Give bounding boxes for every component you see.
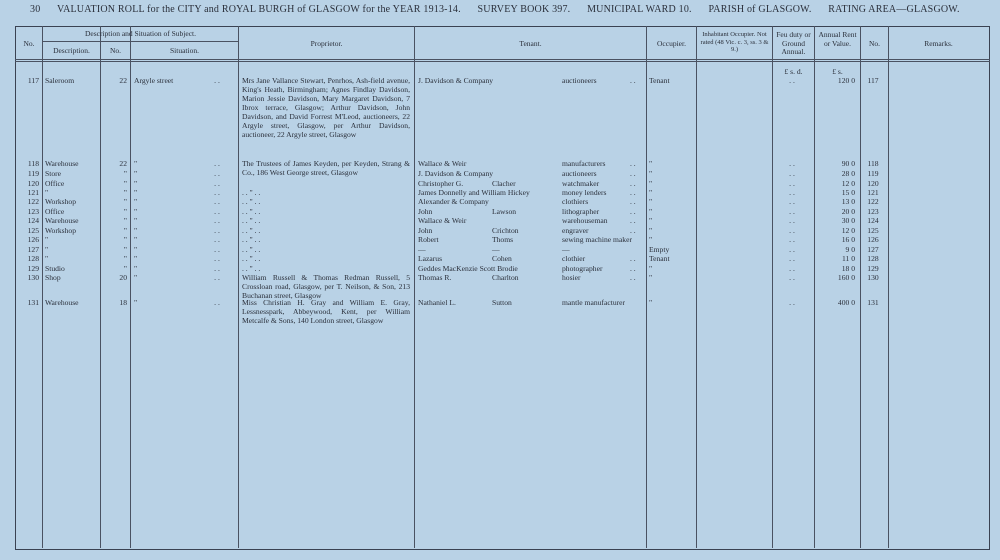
entry-number-right: 117 [867, 76, 879, 85]
entry-description: Saleroom [45, 76, 75, 85]
entry-tenant-dots: . . [630, 264, 636, 273]
col-divider [860, 26, 861, 548]
entry-street-number: " [123, 216, 127, 225]
entry-situation: " [134, 207, 138, 216]
col-divider [888, 26, 889, 548]
entry-feu-duty: . . [789, 76, 795, 85]
entry-situation: " [134, 226, 138, 235]
entry-tenant-dots: . . [630, 179, 636, 188]
entry-tenant-surname: Cohen [492, 254, 512, 263]
entry-tenant-trade: clothier [562, 254, 586, 263]
entry-occupier: " [649, 226, 653, 235]
entry-situation-dots: . . [214, 298, 220, 307]
entry-tenant-trade: hosier [562, 273, 581, 282]
entry-description: Office [45, 179, 65, 188]
col-header-no-right: No. [868, 39, 881, 48]
entry-proprietor: . . " . . [242, 197, 261, 206]
col-divider [696, 26, 697, 548]
entry-feu-duty: . . [789, 245, 795, 254]
entry-situation: " [134, 188, 138, 197]
col-header-description-group: Description and Situation of Subject. [84, 29, 197, 38]
entry-number-right: 127 [867, 245, 879, 254]
entry-number-right: 121 [867, 188, 879, 197]
entry-situation: " [134, 254, 138, 263]
entry-occupier: " [649, 197, 653, 206]
entry-tenant-dots: . . [630, 273, 636, 282]
entry-tenant-trade: auctioneers [562, 76, 597, 85]
entry-street-number: 22 [119, 76, 127, 85]
page-header [30, 4, 990, 20]
entry-tenant-name: J. Davidson & Company [418, 76, 494, 85]
entry-street-number: " [123, 264, 127, 273]
entry-proprietor: . . " . . [242, 226, 261, 235]
entry-proprietor: Miss Christian H. Gray and William E. Gray, Lessnesspark, Abbeywood, Kent, per William Metcalfe & Sons, 140 London street, Glasgow [242, 298, 410, 325]
entry-number: 124 [27, 216, 39, 225]
entry-tenant-trade: watchmaker [562, 179, 600, 188]
entry-situation: " [134, 298, 138, 307]
entry-proprietor: Mrs Jane Vallance Stewart, Penrhos, Ash-field avenue, King's Heath, Birmingham; Agnes Findlay Davidson, Marion Jessie Davidson, Mary Margaret Davidson, 7 Ibrox terrace, Glasgow; Arthur Davidson, John Davidson, and David Forrest M'Leod, auctioneers, 22 Argyle street, Glasgow, per Arthur Davidson, auctioneer, 22 Argyle street, Glasgow [242, 76, 410, 139]
col-divider [42, 26, 43, 548]
entry-situation-dots: . . [214, 273, 220, 282]
entry-street-number: " [123, 169, 127, 178]
entry-occupier: " [649, 264, 653, 273]
entry-description: Warehouse [45, 216, 79, 225]
rent-units: £ s. [832, 67, 843, 76]
entry-number-right: 124 [867, 216, 879, 225]
entry-number: 119 [27, 169, 39, 178]
entry-proprietor: . . " . . [242, 216, 261, 225]
entry-annual-rent: 9 0 [845, 245, 855, 254]
entry-number-right: 131 [867, 298, 879, 307]
entry-tenant-surname: Clacher [492, 179, 516, 188]
entry-situation-dots: . . [214, 254, 220, 263]
entry-annual-rent: 11 0 [841, 254, 855, 263]
entry-feu-duty: . . [789, 264, 795, 273]
col-header-situation: Situation. [170, 46, 199, 55]
entry-proprietor: William Russell & Thomas Redman Russell, 5 Crossloan road, Glasgow, per T. Neilson, & Son, 213 Buchanan street, Glasgow [242, 273, 410, 300]
entry-number-right: 122 [867, 197, 879, 206]
entry-number-right: 128 [867, 254, 879, 263]
col-header-inhabitant-occupier: Inhabitant Occupier. Not rated (48 Vic. c. 3, ss. 3 & 9.) [700, 31, 769, 53]
entry-tenant-dots: . . [630, 254, 636, 263]
entry-situation: " [134, 197, 138, 206]
entry-occupier: Tenant [649, 76, 670, 85]
entry-annual-rent: 12 0 [841, 179, 855, 188]
entry-number: 126 [27, 235, 39, 244]
entry-tenant-dots: . . [630, 188, 636, 197]
entry-proprietor: The Trustees of James Keyden, per Keyden, Strang & Co., 186 West George street, Glasgow [242, 159, 410, 177]
entry-tenant-surname: Sutton [492, 298, 512, 307]
entry-tenant-dots: . . [630, 207, 636, 216]
entry-tenant-trade: warehouseman [562, 216, 608, 225]
entry-situation-dots: . . [214, 216, 220, 225]
entry-situation-dots: . . [214, 179, 220, 188]
roll-title: VALUATION ROLL for the CITY and ROYAL BURGH of GLASGOW for the YEAR 1913-14. [56, 4, 461, 15]
entry-number: 120 [27, 179, 39, 188]
col-divider [130, 26, 131, 548]
entry-description: Store [45, 169, 62, 178]
entry-street-number: " [123, 207, 127, 216]
entry-description: " [45, 188, 49, 197]
survey-book: SURVEY BOOK 397. [477, 4, 571, 15]
entry-situation-dots: . . [214, 207, 220, 216]
entry-feu-duty: . . [789, 169, 795, 178]
entry-description: " [45, 245, 49, 254]
entry-occupier: " [649, 169, 653, 178]
entry-situation: " [134, 235, 138, 244]
rating-area: RATING AREA—GLASGOW. [828, 4, 960, 15]
entry-description: Office [45, 207, 65, 216]
entry-occupier: " [649, 216, 653, 225]
entry-street-number: 18 [119, 298, 127, 307]
entry-description: Warehouse [45, 159, 79, 168]
entry-tenant-trade: photographer [562, 264, 603, 273]
entry-situation: " [134, 159, 138, 168]
col-divider [814, 26, 815, 548]
entry-number: 122 [27, 197, 39, 206]
entry-feu-duty: . . [789, 159, 795, 168]
col-header-tenant: Tenant. [519, 39, 542, 48]
entry-number: 127 [27, 245, 39, 254]
entry-tenant-name: — [418, 245, 426, 254]
entry-occupier: " [649, 207, 653, 216]
entry-situation: " [134, 273, 138, 282]
entry-number-right: 118 [867, 159, 879, 168]
entry-street-number: " [123, 197, 127, 206]
entry-tenant-trade: clothiers [562, 197, 589, 206]
entry-number: 123 [27, 207, 39, 216]
col-header-number: No. [109, 46, 122, 55]
table-frame [15, 26, 990, 550]
entry-situation-dots: . . [214, 264, 220, 273]
entry-feu-duty: . . [789, 197, 795, 206]
entry-situation-dots: . . [214, 245, 220, 254]
entry-annual-rent: 90 0 [841, 159, 855, 168]
entry-tenant-name: Christopher G. [418, 179, 464, 188]
entry-tenant-trade: sewing machine maker [562, 235, 633, 244]
col-header-description: Description. [53, 46, 90, 55]
entry-proprietor: . . " . . [242, 264, 261, 273]
entry-tenant-name: Wallace & Weir [418, 159, 467, 168]
entry-situation: " [134, 179, 138, 188]
entry-tenant-name: Lazarus [418, 254, 443, 263]
entry-tenant-dots: . . [630, 226, 636, 235]
entry-tenant-name: John [418, 207, 433, 216]
entry-number: 131 [27, 298, 39, 307]
col-divider [772, 26, 773, 548]
entry-number-right: 120 [867, 179, 879, 188]
entry-situation-dots: . . [214, 197, 220, 206]
entry-tenant-name: Robert [418, 235, 439, 244]
entry-description: " [45, 235, 49, 244]
entry-situation: " [134, 264, 138, 273]
entry-street-number: " [123, 226, 127, 235]
entry-feu-duty: . . [789, 207, 795, 216]
entry-tenant-name: Geddes MacKenzie Scott Brodie [418, 264, 518, 273]
entry-feu-duty: . . [789, 254, 795, 263]
entry-annual-rent: 15 0 [841, 188, 855, 197]
entry-annual-rent: 120 0 [837, 76, 855, 85]
entry-tenant-dots: . . [630, 216, 636, 225]
entry-proprietor: . . " . . [242, 254, 261, 263]
entry-proprietor: . . " . . [242, 207, 261, 216]
entry-annual-rent: 28 0 [841, 169, 855, 178]
col-header-no: No. [23, 39, 35, 48]
entry-situation-dots: . . [214, 169, 220, 178]
entry-situation: " [134, 245, 138, 254]
entry-feu-duty: . . [789, 179, 795, 188]
entry-proprietor: . . " . . [242, 235, 261, 244]
entry-number-right: 119 [867, 169, 879, 178]
entry-tenant-dots: . . [630, 76, 636, 85]
entry-tenant-surname: Crichton [492, 226, 519, 235]
feu-units: £ s. d. [784, 67, 803, 76]
entry-occupier: Empty [649, 245, 670, 254]
entry-proprietor: . . " . . [242, 188, 261, 197]
entry-proprietor [242, 179, 410, 188]
entry-tenant-trade: auctioneers [562, 169, 597, 178]
entry-tenant-name: Wallace & Weir [418, 216, 467, 225]
entry-street-number: " [123, 188, 127, 197]
entry-tenant-dots: . . [630, 169, 636, 178]
entry-annual-rent: 12 0 [841, 226, 855, 235]
entry-situation: " [134, 169, 138, 178]
entry-number: 118 [27, 159, 39, 168]
entry-tenant-name: Nathaniel L. [418, 298, 456, 307]
entry-street-number: 20 [119, 273, 127, 282]
entry-tenant-trade: mantle manufacturer [562, 298, 626, 307]
entry-tenant-trade: lithographer [562, 207, 600, 216]
entry-situation: " [134, 216, 138, 225]
entry-street-number: " [123, 179, 127, 188]
entry-occupier: " [649, 273, 653, 282]
entry-feu-duty: . . [789, 216, 795, 225]
entry-tenant-name: J. Davidson & Company [418, 169, 494, 178]
parish: PARISH of GLASGOW. [708, 4, 812, 15]
entry-number: 121 [27, 188, 39, 197]
entry-annual-rent: 160 0 [837, 273, 855, 282]
entry-feu-duty: . . [789, 188, 795, 197]
entry-tenant-trade: money lenders [562, 188, 607, 197]
entry-tenant-surname: Lawson [492, 207, 517, 216]
entry-tenant-surname: Thoms [492, 235, 514, 244]
col-divider [646, 26, 647, 548]
entry-description: Workshop [45, 226, 77, 235]
entry-number: 128 [27, 254, 39, 263]
entry-proprietor: . . " . . [242, 245, 261, 254]
entry-annual-rent: 16 0 [841, 235, 855, 244]
entry-tenant-surname: — [492, 245, 500, 254]
entry-tenant-dots: . . [630, 159, 636, 168]
entry-proprietor [242, 169, 410, 178]
entry-tenant-surname: Charlton [492, 273, 519, 282]
page-number: 30 [30, 4, 41, 15]
entry-occupier: " [649, 179, 653, 188]
entry-tenant-dots: . . [630, 197, 636, 206]
entry-situation-dots: . . [214, 76, 220, 85]
entry-street-number: " [123, 235, 127, 244]
entry-feu-duty: . . [789, 273, 795, 282]
col-header-annual-rent: Annual Rent or Value. [818, 30, 857, 48]
entry-tenant-name: John [418, 226, 433, 235]
entry-situation: Argyle street [134, 76, 174, 85]
entry-description: " [45, 254, 49, 263]
col-header-remarks: Remarks. [924, 39, 953, 48]
col-header-feu-duty: Feu duty or Ground Annual. [776, 30, 811, 56]
entry-feu-duty: . . [789, 226, 795, 235]
entry-occupier: " [649, 298, 653, 307]
entry-number-right: 129 [867, 264, 879, 273]
entry-occupier: " [649, 188, 653, 197]
col-divider [100, 26, 101, 548]
entry-situation-dots: . . [214, 226, 220, 235]
entry-annual-rent: 20 0 [841, 207, 855, 216]
entry-number: 129 [27, 264, 39, 273]
entry-description: Workshop [45, 197, 77, 206]
entry-number: 117 [27, 76, 39, 85]
entry-number-right: 126 [867, 235, 879, 244]
entry-tenant-name: Alexander & Company [418, 197, 489, 206]
col-header-occupier: Occupier. [657, 39, 686, 48]
entry-tenant-name: Thomas R. [418, 273, 452, 282]
municipal-ward: MUNICIPAL WARD 10. [587, 4, 692, 15]
entry-number: 125 [27, 226, 39, 235]
entry-number-right: 125 [867, 226, 879, 235]
col-header-proprietor: Proprietor. [310, 39, 343, 48]
entry-annual-rent: 30 0 [841, 216, 855, 225]
subheader-rule [42, 41, 238, 42]
entry-description: Warehouse [45, 298, 79, 307]
entry-feu-duty: . . [789, 235, 795, 244]
entry-feu-duty: . . [789, 298, 795, 307]
header-rule [15, 59, 990, 62]
entry-street-number: " [123, 254, 127, 263]
entry-annual-rent: 18 0 [841, 264, 855, 273]
entry-occupier: Tenant [649, 254, 670, 263]
entry-description: Studio [45, 264, 65, 273]
entry-street-number: " [123, 245, 127, 254]
entry-tenant-trade: engraver [562, 226, 589, 235]
entry-situation-dots: . . [214, 159, 220, 168]
entry-annual-rent: 13 0 [841, 197, 855, 206]
entry-description: Shop [45, 273, 61, 282]
entry-situation-dots: . . [214, 235, 220, 244]
entry-occupier: " [649, 235, 653, 244]
entry-tenant-trade: manufacturers [562, 159, 606, 168]
entry-situation-dots: . . [214, 188, 220, 197]
entry-annual-rent: 400 0 [837, 298, 855, 307]
entry-tenant-name: James Donnelly and William Hickey [418, 188, 530, 197]
entry-number-right: 123 [867, 207, 879, 216]
entry-street-number: 22 [119, 159, 127, 168]
entry-occupier: " [649, 159, 653, 168]
entry-tenant-trade: — [562, 245, 570, 254]
entry-number-right: 130 [867, 273, 879, 282]
col-divider [238, 26, 239, 548]
col-divider [414, 26, 415, 548]
entry-number: 130 [27, 273, 39, 282]
